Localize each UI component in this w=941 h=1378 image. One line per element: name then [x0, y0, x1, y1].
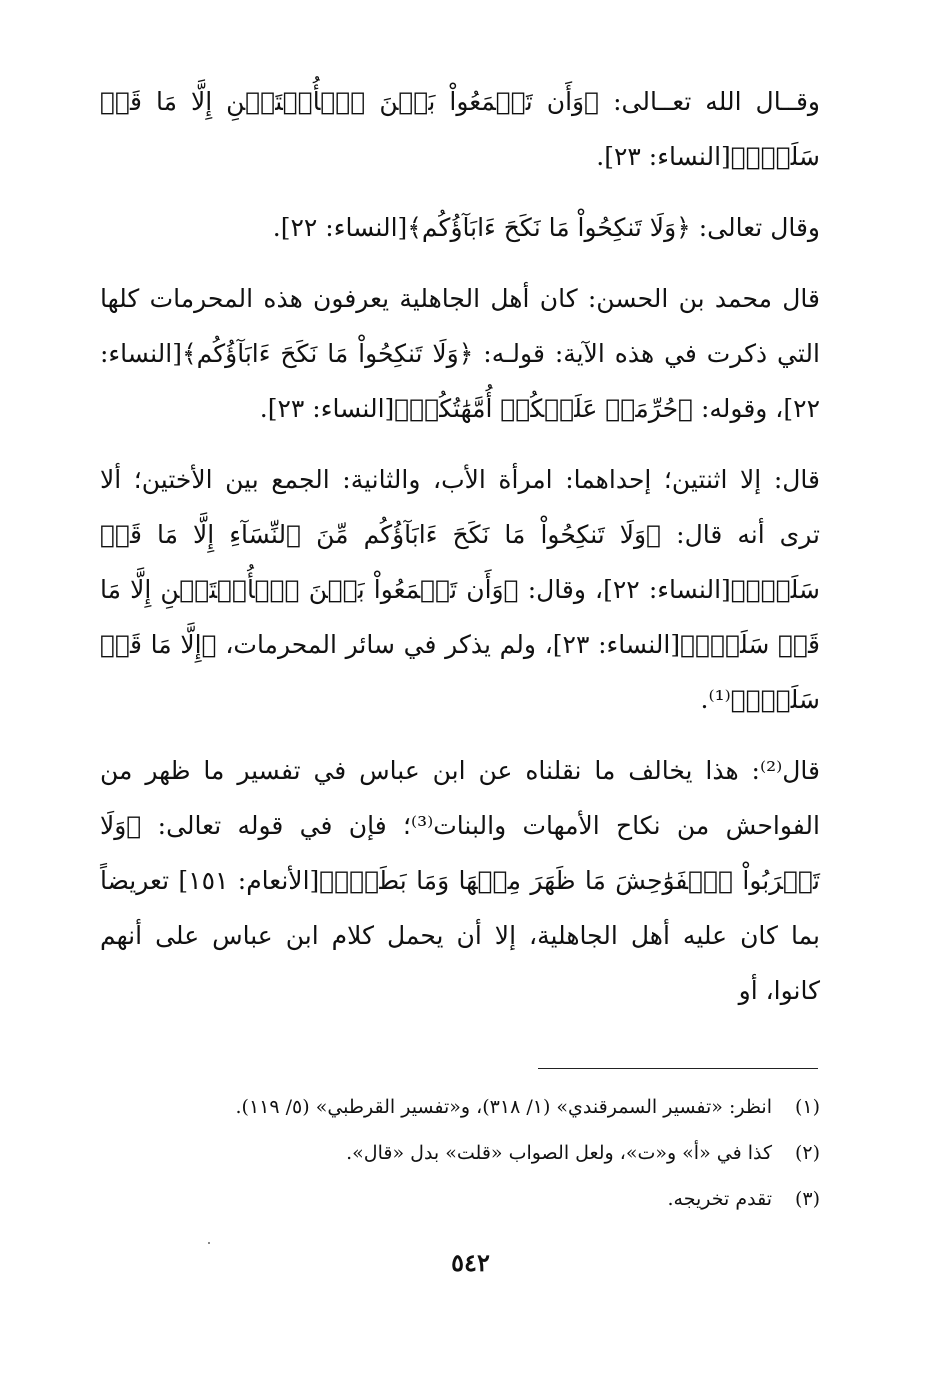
paragraph: وقال تعالى: ﴿وَلَا تَنكِحُواْ مَا نَكَحَ ءَابَآؤُكُم﴾[النساء: ٢٢]. — [272, 213, 820, 242]
paragraph: وقــال الله تعــالى: ﴿وَأَن تَجۡمَعُواْ بَيۡنَ ٱلۡأُخۡتَيۡنِ إِلَّا مَا قَدۡ سَلَفَۗ﴾[النساء: ٢٣]. — [100, 87, 820, 171]
footnote-item — [100, 1130, 820, 1176]
paragraph: قال⁽²⁾: هذا يخالف ما نقلناه عن ابن عباس في تفسير ما ظهر من الفواحش من نكاح الأمهات والبنات⁽³⁾؛ فإن في قوله تعالى: ﴿وَلَا تَقۡرَبُواْ ٱلۡفَوَٰحِشَ مَا ظَهَرَ مِنۡهَا وَمَا بَطَنَۖ﴾[الأنعام: ١٥١] تعريضاً بما كان عليه أهل الجاهلية، إلا أن يحمل كلام ابن عباس على أنهم كانوا، أو — [100, 756, 820, 1005]
main-text — [100, 74, 820, 1034]
footnote-number: (٣) — [794, 1188, 820, 1210]
footnote-number: (١) — [794, 1096, 820, 1118]
footnote-divider — [538, 1068, 818, 1069]
footnote-text: تقدم تخريجه. — [667, 1188, 772, 1210]
scan-speck — [208, 1242, 210, 1244]
paragraph: قال محمد بن الحسن: كان أهل الجاهلية يعرفون هذه المحرمات كلها التي ذكرت في هذه الآية: قولـه: ﴿وَلَا تَنكِحُواْ مَا نَكَحَ ءَابَآؤُكُم﴾[النساء: ٢٢]، وقوله: ﴿حُرِّمَتۡ عَلَيۡكُمۡ أُمَّهَٰتُكُمۡ﴾[النساء: ٢٣]. — [100, 284, 820, 423]
footnote-text: كذا في «أ» و«ت»، ولعل الصواب «قلت» بدل «قال». — [346, 1142, 772, 1164]
footnote-number: (٢) — [794, 1142, 820, 1164]
footnote-text: انظر: «تفسير السمرقندي» (١/ ٣١٨)، و«تفسير القرطبي» (٥/ ١١٩). — [235, 1096, 772, 1118]
footnotes — [100, 1084, 820, 1222]
footnote-item — [100, 1084, 820, 1130]
page-number: ٥٤٢ — [451, 1248, 490, 1277]
paragraph: قال: إلا اثنتين؛ إحداهما: امرأة الأب، والثانية: الجمع بين الأختين؛ ألا ترى أنه قال: ﴿وَلَا تَنكِحُواْ مَا نَكَحَ ءَابَآؤُكُم مِّنَ ٱلنِّسَآءِ إِلَّا مَا قَدۡ سَلَفَۚ﴾[النساء: ٢٢]، وقال: ﴿وَأَن تَجۡمَعُواْ بَيۡنَ ٱلۡأُخۡتَيۡنِ إِلَّا مَا قَدۡ سَلَفَۗ﴾[النساء: ٢٣]، ولم يذكر في سائر المحرمات، ﴿إِلَّا مَا قَدۡ سَلَفَۗ﴾⁽¹⁾. — [100, 465, 821, 714]
footnote-item — [100, 1176, 820, 1222]
